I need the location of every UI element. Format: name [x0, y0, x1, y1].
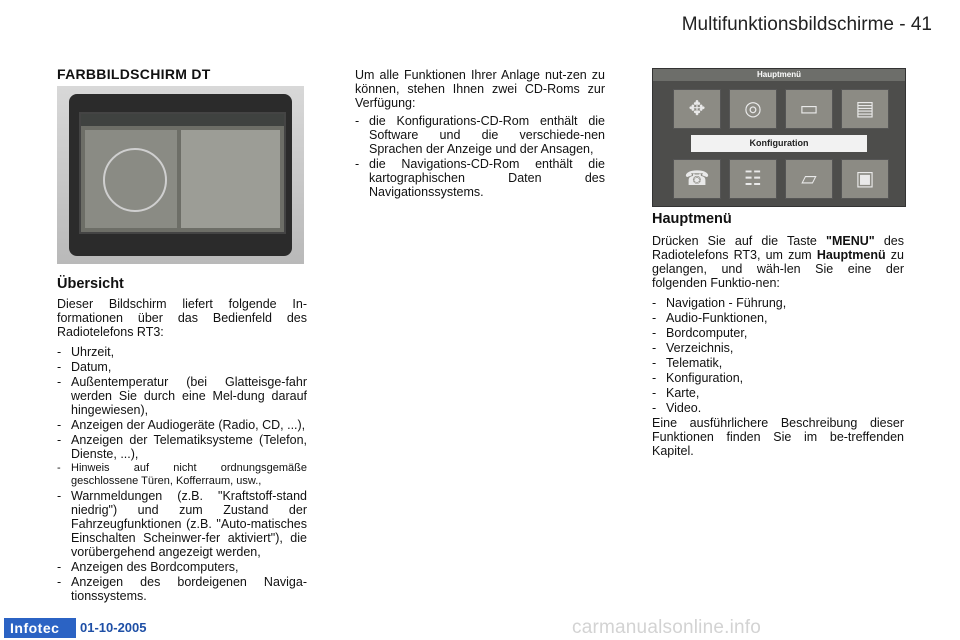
list-item: - Anzeigen des Bordcomputers,	[57, 560, 239, 574]
menu-selected-item: Konfiguration	[691, 135, 867, 152]
list-item: - Anzeigen des bordeigenen Naviga-tionssystems.	[57, 575, 307, 603]
main-heading: FARBBILDSCHIRM DT	[57, 66, 211, 82]
footer-date: 01-10-2005	[80, 620, 147, 635]
list-item: - die Navigations-CD-Rom enthält die kartographischen Daten des Navigationssystems.	[355, 157, 605, 199]
phone-icon: ☎	[673, 159, 721, 199]
left-text-block	[57, 297, 307, 604]
list-item: - Telematik,	[652, 356, 723, 370]
cdrom-intro: Um alle Funktionen Ihrer Anlage nut-zen zu können, stehen Ihnen zwei CD-Roms zur Verfügung:	[355, 68, 605, 110]
section-title-main-menu: Hauptmenü	[652, 211, 732, 227]
middle-text-block	[355, 68, 605, 200]
watermark: carmanualsonline.info	[572, 617, 762, 638]
main-menu-intro: Drücken Sie auf die Taste "MENU" des Radiotelefons RT3, um zum Hauptmenü zu gelangen, und wäh-len Sie eine der folgenden Funktio-nen:	[652, 234, 904, 290]
right-text-block	[652, 234, 904, 458]
section-title-overview: Übersicht	[57, 276, 124, 292]
hauptmenu-bold: Hauptmenü	[816, 248, 886, 262]
header-separator: -	[899, 14, 906, 35]
list-item: - die Konfigurations-CD-Rom enthält die Software und die verschiede-nen Sprachen der Anzeige und der Ansagen,	[355, 114, 605, 156]
list-item: - Video.	[652, 401, 702, 415]
list-item: - Bordcomputer,	[652, 326, 748, 340]
map-icon: ▱	[785, 159, 833, 199]
audio-cd-icon: ◎	[729, 89, 777, 129]
list-item: - Datum,	[57, 360, 112, 374]
overview-list	[57, 345, 307, 603]
screen-info-pane	[181, 130, 280, 228]
list-item: - Navigation - Führung,	[652, 296, 787, 310]
main-menu-list	[652, 296, 904, 415]
main-menu-closing: Eine ausführlichere Beschreibung dieser Funktionen finden Sie im be-treffenden Kapitel.	[652, 416, 904, 458]
infotec-logo: Infotec	[4, 618, 76, 638]
menu-screen-title: Hauptmenü	[653, 69, 905, 81]
compass-icon	[103, 148, 167, 212]
list-item: - Uhrzeit,	[57, 345, 115, 359]
list-item: - Warnmeldungen (z.B. "Kraftstoff-stand niedrig") und zum Zustand der Fahrzeugfunktionen (z.B. "Auto-matisches Einschalten Scheinwer-fer aktiviert"), die vorübergehend angezeigt werden,	[57, 489, 307, 559]
screen-status-bar	[81, 114, 284, 126]
notebook-icon: ▤	[841, 89, 889, 129]
list-item: - Verzeichnis,	[652, 341, 734, 355]
list-item: - Konfiguration,	[652, 371, 744, 385]
overview-intro: Dieser Bildschirm liefert folgende In-formationen über das Bedienfeld des Radiotelefons RT3:	[57, 297, 307, 339]
display-screen	[79, 112, 286, 234]
navigation-icon: ✥	[673, 89, 721, 129]
list-item: - Anzeigen der Audiogeräte (Radio, CD, ...),	[57, 418, 306, 432]
page-number: 41	[910, 14, 932, 35]
list-item: - Anzeigen der Telematiksysteme (Telefon, Dienste, ...),	[57, 433, 307, 461]
list-item: - Außentemperatur (bei Glatteisge-fahr werden Sie durch eine Mel-dung darauf hingewiesen),	[57, 375, 307, 417]
display-device	[69, 94, 292, 256]
list-item: - Hinweis auf nicht ordnungsgemäße geschlossene Türen, Kofferraum, usw.,	[57, 462, 307, 487]
display-photo	[57, 86, 304, 264]
screen-map-pane	[85, 130, 177, 228]
video-icon: ▣	[841, 159, 889, 199]
header-title: Multifunktionsbildschirme	[681, 14, 894, 35]
equalizer-icon: ☷	[729, 159, 777, 199]
main-menu-screenshot	[652, 68, 906, 207]
cdrom-list	[355, 114, 605, 199]
list-item: - Karte,	[652, 386, 700, 400]
menu-key-label: "MENU"	[826, 234, 875, 248]
page-header	[682, 14, 932, 36]
list-item: - Audio-Funktionen,	[652, 311, 768, 325]
laptop-icon: ▭	[785, 89, 833, 129]
